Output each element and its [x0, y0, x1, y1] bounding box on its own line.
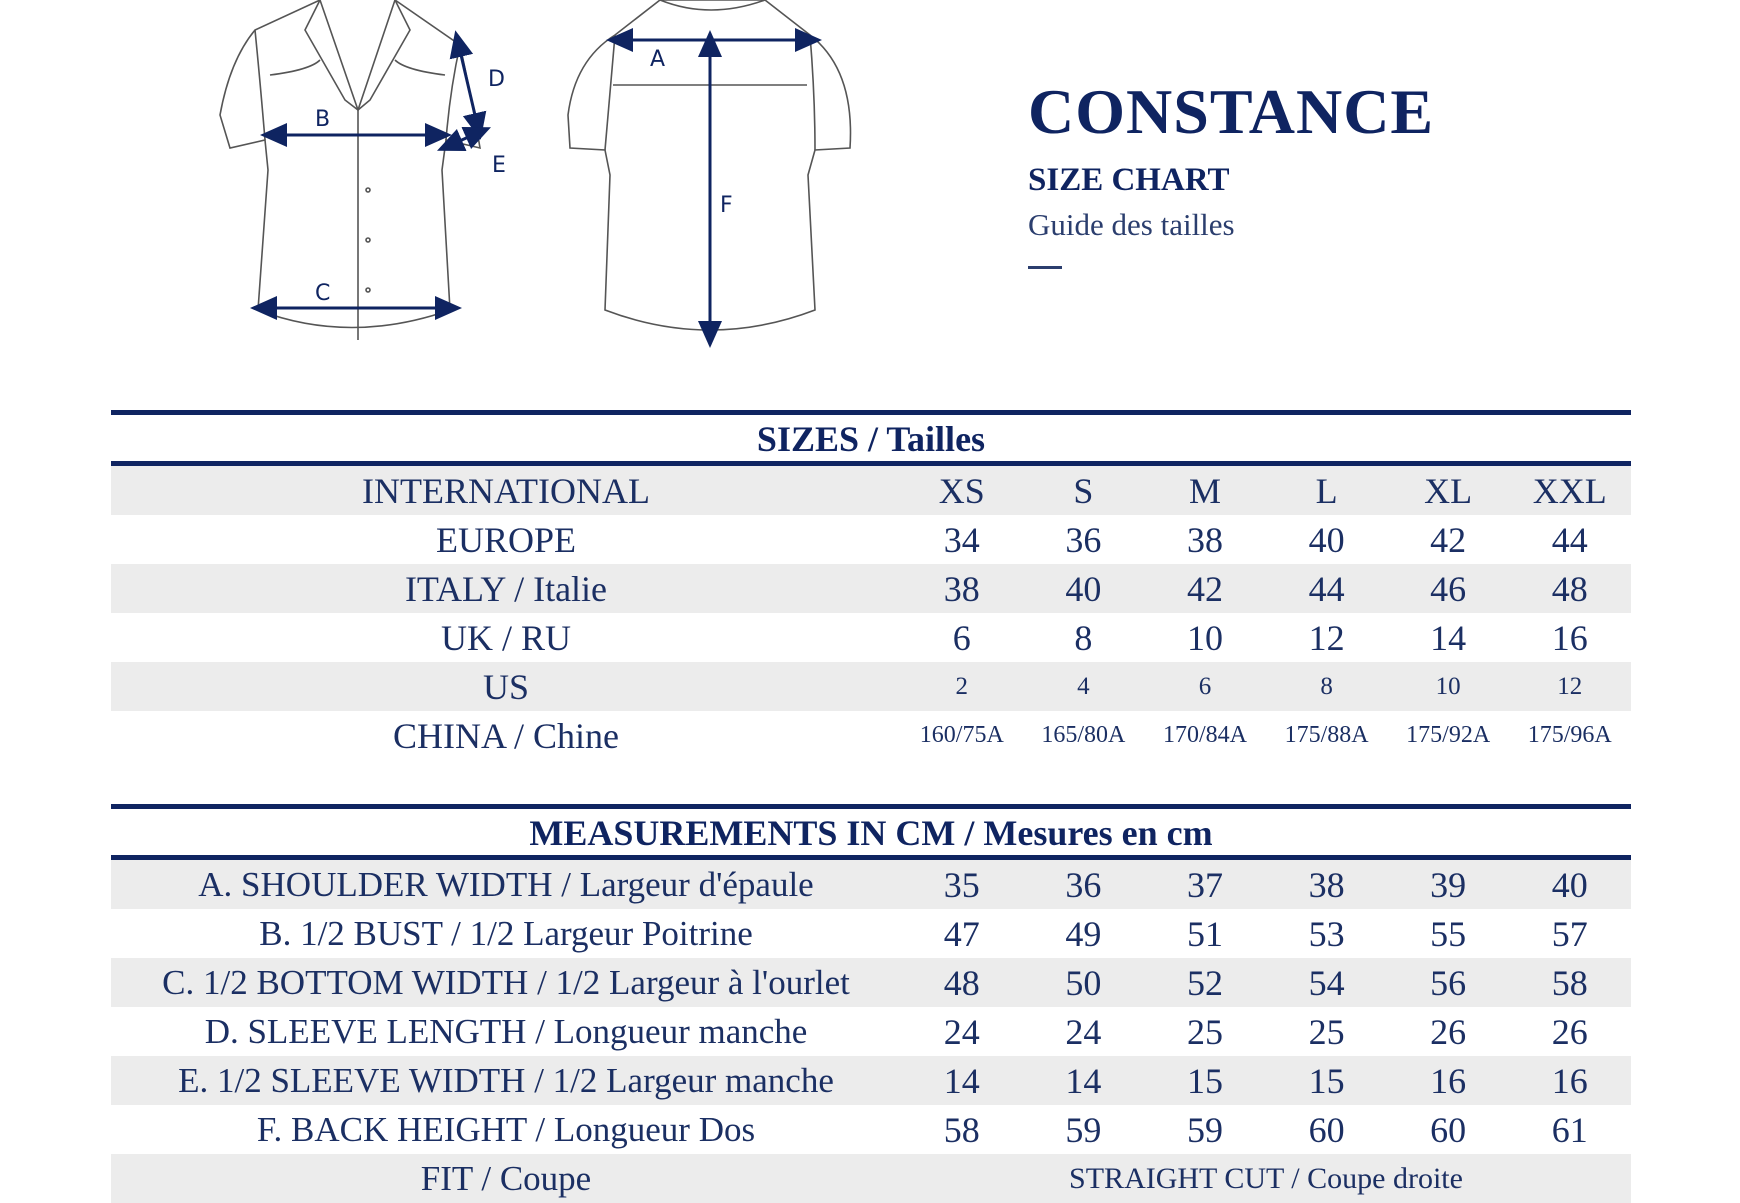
- cell: 58: [943, 1109, 980, 1150]
- title-block: [1028, 76, 1588, 269]
- cell: 175/88A: [1284, 722, 1369, 748]
- table-row: [111, 860, 1631, 909]
- label-b: B: [315, 107, 331, 132]
- cell: 40: [1551, 864, 1588, 905]
- cell: 165/80A: [1041, 722, 1126, 748]
- cell: 37: [1186, 864, 1223, 905]
- cell: 50: [1065, 962, 1102, 1003]
- cell: XL: [1424, 470, 1473, 511]
- cell: 10: [1435, 672, 1461, 700]
- cell: 40: [1065, 568, 1102, 609]
- row-label: US: [482, 666, 530, 707]
- label-e: E: [492, 153, 506, 178]
- cell: 59: [1065, 1109, 1102, 1150]
- table-row: [111, 466, 1631, 515]
- cell: 61: [1551, 1109, 1588, 1150]
- cell: 36: [1065, 519, 1102, 560]
- cell: 34: [943, 519, 980, 560]
- cell: 170/84A: [1162, 722, 1247, 748]
- cell: 25: [1186, 1011, 1223, 1052]
- cell: S: [1073, 470, 1094, 511]
- cell: 44: [1308, 568, 1345, 609]
- label-f: F: [720, 193, 733, 218]
- cell: 4: [1077, 672, 1090, 700]
- cell: 25: [1308, 1011, 1345, 1052]
- cell: 49: [1065, 913, 1102, 954]
- cell: 14: [1065, 1060, 1102, 1101]
- fit-label: FIT / Coupe: [420, 1158, 592, 1198]
- cell: 175/92A: [1406, 722, 1491, 748]
- cell: 52: [1186, 962, 1223, 1003]
- cell: 58: [1551, 962, 1588, 1003]
- cell: 47: [943, 913, 980, 954]
- cell: 36: [1065, 864, 1102, 905]
- cell: 24: [943, 1011, 980, 1052]
- cell: 38: [1308, 864, 1345, 905]
- cell: 160/75A: [919, 722, 1004, 748]
- row-label: INTERNATIONAL: [362, 470, 650, 511]
- cell: M: [1188, 470, 1221, 511]
- cell: 53: [1308, 913, 1345, 954]
- row-label: B. 1/2 BUST / 1/2 Largeur Poitrine: [259, 913, 753, 953]
- cell: XS: [938, 470, 985, 511]
- cell: 8: [1074, 617, 1093, 658]
- cell: 38: [1186, 519, 1223, 560]
- cell: 15: [1186, 1060, 1223, 1101]
- cell: XXL: [1532, 470, 1607, 511]
- measurements-table: [111, 804, 1631, 1203]
- cell: 48: [943, 962, 980, 1003]
- table-row: [111, 909, 1631, 958]
- sizes-table: [111, 410, 1631, 760]
- measurements-heading: MEASUREMENTS IN CM / Mesures en cm: [529, 813, 1213, 853]
- cell: 2: [955, 672, 969, 700]
- cell: 46: [1430, 568, 1467, 609]
- row-label: A. SHOULDER WIDTH / Largeur d'épaule: [198, 864, 814, 904]
- sizes-heading: SIZES / Tailles: [756, 419, 986, 459]
- cell: 12: [1557, 672, 1583, 700]
- cell: 60: [1430, 1109, 1467, 1150]
- fit-value: STRAIGHT CUT / Coupe droite: [1069, 1161, 1463, 1195]
- table-row: [111, 1056, 1631, 1105]
- cell: 48: [1551, 568, 1588, 609]
- cell: 16: [1551, 1060, 1588, 1101]
- front-shirt-drawing: [220, 0, 480, 340]
- cell: 8: [1320, 672, 1333, 700]
- cell: 14: [1430, 617, 1467, 658]
- cell: 56: [1430, 962, 1467, 1003]
- table-row: [111, 711, 1631, 760]
- label-a: A: [650, 47, 666, 72]
- cell: 40: [1308, 519, 1345, 560]
- fit-row: [111, 1154, 1631, 1203]
- cell: 12: [1308, 617, 1345, 658]
- cell: 59: [1186, 1109, 1223, 1150]
- cell: 55: [1430, 913, 1467, 954]
- cell: 16: [1430, 1060, 1467, 1101]
- brand-title: CONSTANCE: [1028, 76, 1435, 147]
- cell: 38: [943, 568, 980, 609]
- row-label: UK / RU: [440, 617, 571, 658]
- title-dash: [1028, 266, 1062, 269]
- cell: 15: [1308, 1060, 1345, 1101]
- cell: 26: [1430, 1011, 1467, 1052]
- row-label: F. BACK HEIGHT / Longueur Dos: [256, 1109, 756, 1149]
- cell: 6: [1198, 672, 1212, 700]
- row-label: ITALY / Italie: [404, 568, 608, 609]
- row-label: C. 1/2 BOTTOM WIDTH / 1/2 Largeur à l'ourlet: [162, 962, 850, 1002]
- row-label: EUROPE: [435, 519, 576, 560]
- cell: 60: [1308, 1109, 1345, 1150]
- cell: 51: [1186, 913, 1223, 954]
- cell: 54: [1308, 962, 1345, 1003]
- cell: 57: [1551, 913, 1588, 954]
- row-label: E. 1/2 SLEEVE WIDTH / 1/2 Largeur manche: [178, 1060, 834, 1100]
- cell: 6: [952, 617, 971, 658]
- shirt-diagrams: [210, 0, 870, 350]
- label-c: C: [315, 281, 331, 306]
- cell: 24: [1065, 1011, 1102, 1052]
- cell: 39: [1430, 864, 1467, 905]
- table-row: [111, 515, 1631, 564]
- cell: 35: [943, 864, 980, 905]
- cell: 16: [1551, 617, 1588, 658]
- table-row: [111, 1105, 1631, 1154]
- table-row: [111, 613, 1631, 662]
- table-row: [111, 662, 1631, 711]
- cell: 10: [1186, 617, 1223, 658]
- size-chart-subtitle-fr: Guide des tailles: [1028, 207, 1235, 242]
- size-chart-title: SIZE CHART: [1028, 162, 1230, 198]
- cell: 42: [1430, 519, 1467, 560]
- cell: 26: [1551, 1011, 1588, 1052]
- cell: 14: [943, 1060, 980, 1101]
- row-label: D. SLEEVE LENGTH / Longueur manche: [204, 1011, 808, 1051]
- cell: L: [1315, 470, 1338, 511]
- table-row: [111, 958, 1631, 1007]
- table-row: [111, 564, 1631, 613]
- row-label: CHINA / Chine: [392, 715, 619, 756]
- cell: 44: [1551, 519, 1588, 560]
- label-d: D: [488, 67, 505, 92]
- table-row: [111, 1007, 1631, 1056]
- cell: 42: [1186, 568, 1223, 609]
- cell: 175/96A: [1527, 722, 1612, 748]
